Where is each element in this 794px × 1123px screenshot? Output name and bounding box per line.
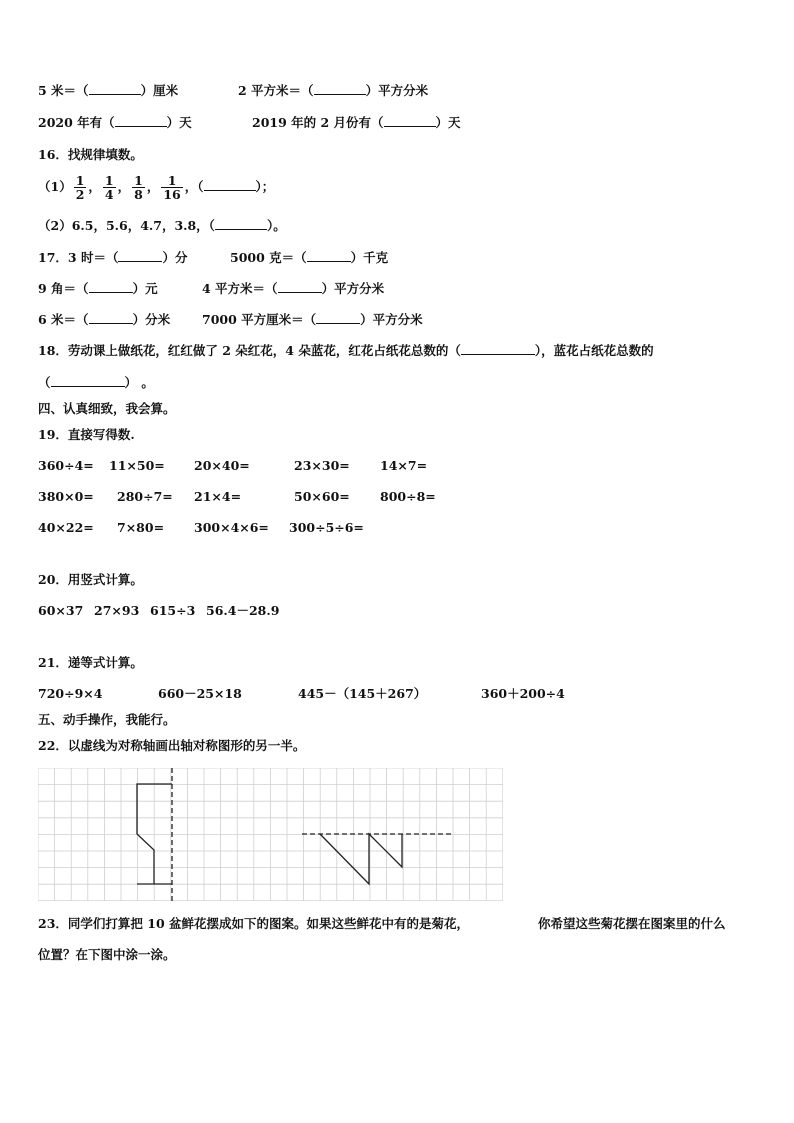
q19-item: 40×22= xyxy=(38,520,94,535)
q19-item: 14×7= xyxy=(380,458,428,473)
q19-item: 21×4= xyxy=(194,489,242,504)
answer-blank[interactable] xyxy=(89,312,133,324)
q19-item: 380×0= xyxy=(38,489,94,504)
q20-item: 60×37 xyxy=(38,603,84,618)
q20-item: 56.4－28.9 xyxy=(206,603,280,618)
fraction: $\frac{1}{2}$ xyxy=(75,173,85,202)
q21-item: 445－（145＋267） xyxy=(298,686,427,701)
q19-item: 300÷5÷6= xyxy=(289,520,364,535)
q19-item: 23×30= xyxy=(294,458,350,473)
answer-blank[interactable] xyxy=(314,83,366,95)
answer-blank[interactable] xyxy=(89,281,133,293)
q20-item: 27×93 xyxy=(94,603,140,618)
q15-row1-right: 2 平方米＝（ ）平方分米 xyxy=(238,83,429,98)
q17-row1-right: 5000 克＝（ ）千克 xyxy=(230,250,389,265)
fraction: $\frac{1}{8}$ xyxy=(134,173,143,202)
q19-title: 19．直接写得数. xyxy=(38,427,135,442)
q21-item: 720÷9×4 xyxy=(38,686,103,701)
q15-row1-left: 5 米＝（ ）厘米 xyxy=(38,83,179,98)
answer-blank[interactable] xyxy=(118,250,162,262)
answer-blank[interactable] xyxy=(307,250,351,262)
q23-line1b: 你希望这些菊花摆在图案里的什么 xyxy=(538,916,726,931)
q23-line1a: 23．同学们打算把 10 盆鲜花摆成如下的图案。如果这些鲜花中有的是菊花， xyxy=(38,916,469,931)
q17-row3-right: 7000 平方厘米＝（ ）平方分米 xyxy=(202,312,423,327)
q19-item: 20×40= xyxy=(194,458,250,473)
q20-item: 615÷3 xyxy=(150,603,196,618)
answer-blank[interactable] xyxy=(215,218,267,230)
q16-line1: （1） $\frac{1}{2}$ ， $\frac{1}{4}$ ， $\frac{1}{8}$ ， $\frac{1}{16}$ ，（ ）； xyxy=(38,173,275,202)
q21-item: 360＋200÷4 xyxy=(481,686,565,701)
section-heading: 五、动手操作，我能行。 xyxy=(38,712,176,727)
q16-title: 16．找规律填数。 xyxy=(38,147,143,162)
q19-item: 800÷8= xyxy=(380,489,436,504)
q22-title: 22．以虚线为对称轴画出轴对称图形的另一半。 xyxy=(38,738,306,753)
answer-blank[interactable] xyxy=(204,179,256,191)
q17-row3-left: 6 米＝（ ）分米 xyxy=(38,312,171,327)
symmetry-grid[interactable] xyxy=(38,768,503,901)
q17-row2-right: 4 平方米＝（ ）平方分米 xyxy=(202,281,385,296)
answer-blank[interactable] xyxy=(89,83,141,95)
q15-row2-left: 2020 年有（ ）天 xyxy=(38,115,192,130)
q18-line1: 18．劳动课上做纸花，红红做了 2 朵红花，4 朵蓝花，红花占纸花总数的（ ），蓝花占纸花总数的 xyxy=(38,343,654,358)
q21-item: 660－25×18 xyxy=(158,686,242,701)
answer-blank[interactable] xyxy=(461,343,535,355)
q18-line2: （ ） 。 xyxy=(38,375,154,390)
q19-item: 280÷7= xyxy=(117,489,173,504)
section-heading: 四、认真细致，我会算。 xyxy=(38,401,176,416)
answer-blank[interactable] xyxy=(384,115,436,127)
zigzag-half-shape xyxy=(320,834,402,884)
q21-title: 21．递等式计算。 xyxy=(38,655,143,670)
q15-row2-right: 2019 年的 2 月份有（ ）天 xyxy=(252,115,461,130)
answer-blank[interactable] xyxy=(115,115,167,127)
q19-item: 11×50= xyxy=(109,458,165,473)
q19-item: 360÷4= xyxy=(38,458,94,473)
answer-blank[interactable] xyxy=(51,375,125,387)
answer-blank[interactable] xyxy=(278,281,322,293)
answer-blank[interactable] xyxy=(316,312,360,324)
fraction: $\frac{1}{16}$ xyxy=(163,173,181,202)
q16-line2: （2）6.5，5.6，4.7，3.8，（ ）。 xyxy=(38,218,286,233)
q23-line2: 位置？在下图中涂一涂。 xyxy=(38,947,176,962)
q19-item: 7×80= xyxy=(117,520,165,535)
q17-row1-left: 17．3 时＝（ ）分 xyxy=(38,250,188,265)
q20-title: 20．用竖式计算。 xyxy=(38,572,143,587)
q19-item: 50×60= xyxy=(294,489,350,504)
q19-item: 300×4×6= xyxy=(194,520,269,535)
q17-row2-left: 9 角＝（ ）元 xyxy=(38,281,158,296)
fraction: $\frac{1}{4}$ xyxy=(104,173,114,202)
